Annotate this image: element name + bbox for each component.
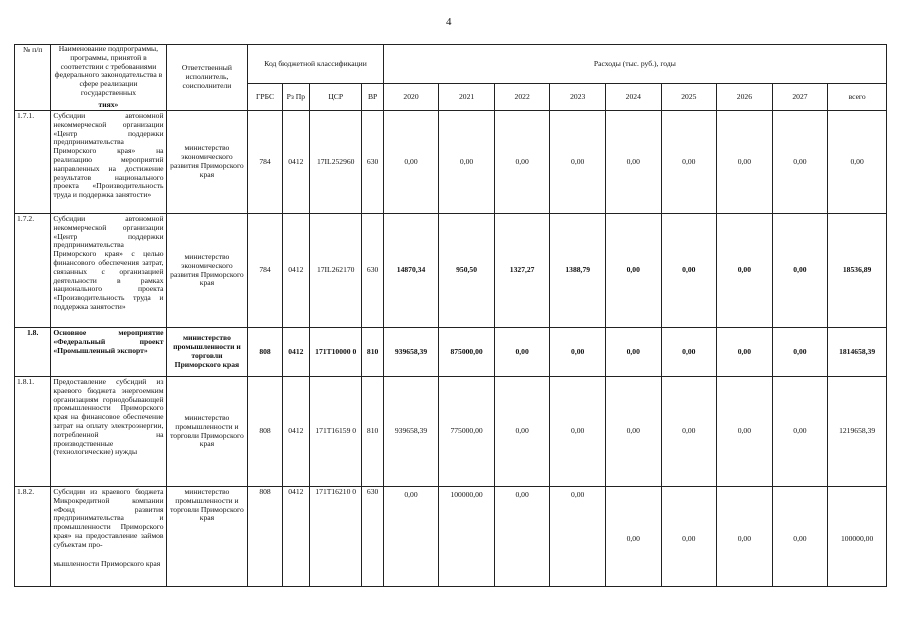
row-executor: министерство промышленности и торговли Приморского края: [166, 487, 248, 587]
row-name-text: Субсидии из краевого бюджета Микрокредитной компании «Фонд развития предпринимательства и промышленности Приморского края» на предоставление займов субъектам про-: [53, 487, 164, 549]
row-value: 0,00: [772, 214, 828, 328]
table-row: [15, 487, 887, 587]
row-value: 0,00: [717, 111, 773, 214]
header-year: 2020: [383, 84, 439, 111]
row-value: 0,00: [661, 214, 717, 328]
row-value: 0,00: [661, 328, 717, 377]
row-value: 0,00: [605, 487, 661, 587]
row-grbs: 784: [248, 214, 282, 328]
row-vr: 810: [362, 328, 383, 377]
row-total: 0,00: [828, 111, 887, 214]
row-value: 0,00: [772, 487, 828, 587]
row-value: 0,00: [661, 487, 717, 587]
header-year: 2025: [661, 84, 717, 111]
row-value: 0,00: [605, 328, 661, 377]
row-vr: 630: [362, 487, 383, 587]
row-executor: министерство промышленности и торговли Приморского края: [166, 377, 248, 487]
header-name: [51, 45, 166, 111]
row-value: 14870,34: [383, 214, 439, 328]
row-value: 0,00: [383, 111, 439, 214]
row-csr: 171T10000 0: [309, 328, 362, 377]
row-grbs: 808: [248, 487, 282, 587]
row-grbs: 784: [248, 111, 282, 214]
header-year: 2022: [494, 84, 550, 111]
row-name: Основное мероприятие «Федеральный проект «Промышленный экспорт»: [51, 328, 166, 377]
row-name: Предоставление субсидий из краевого бюджета энергоемким организациям горнодобывающей промышленности Приморского края на финансовое обеспечение затрат на оплату электроэнергии, потребленной на производственные (технологические) нужды: [51, 377, 166, 487]
table-row: [15, 214, 887, 328]
row-total: 18536,89: [828, 214, 887, 328]
row-grbs: 808: [248, 328, 282, 377]
row-value: 1388,79: [550, 214, 606, 328]
row-value: 0,00: [494, 377, 550, 487]
header-year: 2027: [772, 84, 828, 111]
header-budget-code: Код бюджетной классификации: [248, 45, 383, 84]
row-vr: 810: [362, 377, 383, 487]
row-value: 0,00: [605, 377, 661, 487]
row-value: 0,00: [661, 377, 717, 487]
row-num: 1.8.1.: [15, 377, 51, 487]
row-num: 1.8.: [15, 328, 51, 377]
row-executor: министерство промышленности и торговли Приморского края: [166, 328, 248, 377]
header-year: 2021: [439, 84, 495, 111]
row-value: 0,00: [717, 214, 773, 328]
row-value: 950,50: [439, 214, 495, 328]
row-value: 1327,27: [494, 214, 550, 328]
row-value: 0,00: [605, 214, 661, 328]
table-row: [15, 111, 887, 214]
row-value: 0,00: [550, 111, 606, 214]
row-csr: 171T16210 0: [309, 487, 362, 587]
row-value: 0,00: [772, 111, 828, 214]
row-total: 100000,00: [828, 487, 887, 587]
budget-table: [14, 44, 887, 587]
row-value: 0,00: [717, 487, 773, 587]
row-value: 0,00: [494, 328, 550, 377]
row-num: 1.7.2.: [15, 214, 51, 328]
header-total: всего: [828, 84, 887, 111]
table-row: [15, 377, 887, 487]
row-value: 0,00: [661, 111, 717, 214]
row-name: Субсидии автономной некоммерческой организации «Центр поддержки предпринимательства Приморского края» с целью финансового обеспечения затрат, связанных с организацией деятельности в рамках национального проекта «Производительность труда и поддержка занятости»: [51, 214, 166, 328]
row-rzpr: 0412: [282, 214, 309, 328]
row-executor: министерство экономического развития Приморского края: [166, 214, 248, 328]
row-executor: министерство экономического развития Приморского края: [166, 111, 248, 214]
row-value: 0,00: [439, 111, 495, 214]
row-value: 0,00: [383, 487, 439, 587]
row-value: 0,00: [494, 111, 550, 214]
row-value: 0,00: [550, 377, 606, 487]
row-value: 0,00: [605, 111, 661, 214]
row-value: 0,00: [494, 487, 550, 587]
row-value: 775000,00: [439, 377, 495, 487]
row-value: 0,00: [550, 487, 606, 587]
row-rzpr: 0412: [282, 487, 309, 587]
row-value: 0,00: [717, 377, 773, 487]
header-year: 2026: [717, 84, 773, 111]
row-name: Субсидии автономной некоммерческой организации «Центр поддержки предпринимательства Приморского края» на реализацию мероприятий направленных на достижение результатов национального проекта «Производительность труда и поддержка занятости»: [51, 111, 166, 214]
header-executor: Ответственный исполнитель, соисполнители: [166, 45, 248, 111]
header-vr: ВР: [362, 84, 383, 111]
row-value: 0,00: [772, 377, 828, 487]
row-num: 1.8.2.: [15, 487, 51, 587]
row-csr: 171T16159 0: [309, 377, 362, 487]
row-csr: 17IL252960: [309, 111, 362, 214]
row-value: 939658,39: [383, 377, 439, 487]
row-name-tail: мышленности Приморского края: [53, 558, 161, 568]
header-year: 2024: [605, 84, 661, 111]
row-value: 0,00: [717, 328, 773, 377]
row-num: 1.7.1.: [15, 111, 51, 214]
header-year: 2023: [550, 84, 606, 111]
row-grbs: 808: [248, 377, 282, 487]
row-value: 875000,00: [439, 328, 495, 377]
header-grbs: ГРБС: [248, 84, 282, 111]
row-total: 1814658,39: [828, 328, 887, 377]
header-csr: ЦСР: [309, 84, 362, 111]
header-expenses: Расходы (тыс. руб.), годы: [383, 45, 886, 84]
row-value: 100000,00: [439, 487, 495, 587]
row-rzpr: 0412: [282, 377, 309, 487]
page-number: 4: [446, 16, 452, 28]
table-row: [15, 328, 887, 377]
row-rzpr: 0412: [282, 328, 309, 377]
row-value: 939658,39: [383, 328, 439, 377]
row-csr: 17IL262170: [309, 214, 362, 328]
header-rzpr: Рз Пр: [282, 84, 309, 111]
row-value: 0,00: [772, 328, 828, 377]
row-name: [51, 487, 166, 587]
row-vr: 630: [362, 111, 383, 214]
header-name-tail: тиях»: [98, 100, 119, 109]
row-rzpr: 0412: [282, 111, 309, 214]
header-num: № п/п: [15, 45, 51, 111]
header-name-text: Наименование подпрограммы, программы, принятой в соответствии с требованиями федерального законодательства в сфере реализации государственных: [54, 45, 163, 97]
row-vr: 630: [362, 214, 383, 328]
row-value: 0,00: [550, 328, 606, 377]
row-total: 1219658,39: [828, 377, 887, 487]
